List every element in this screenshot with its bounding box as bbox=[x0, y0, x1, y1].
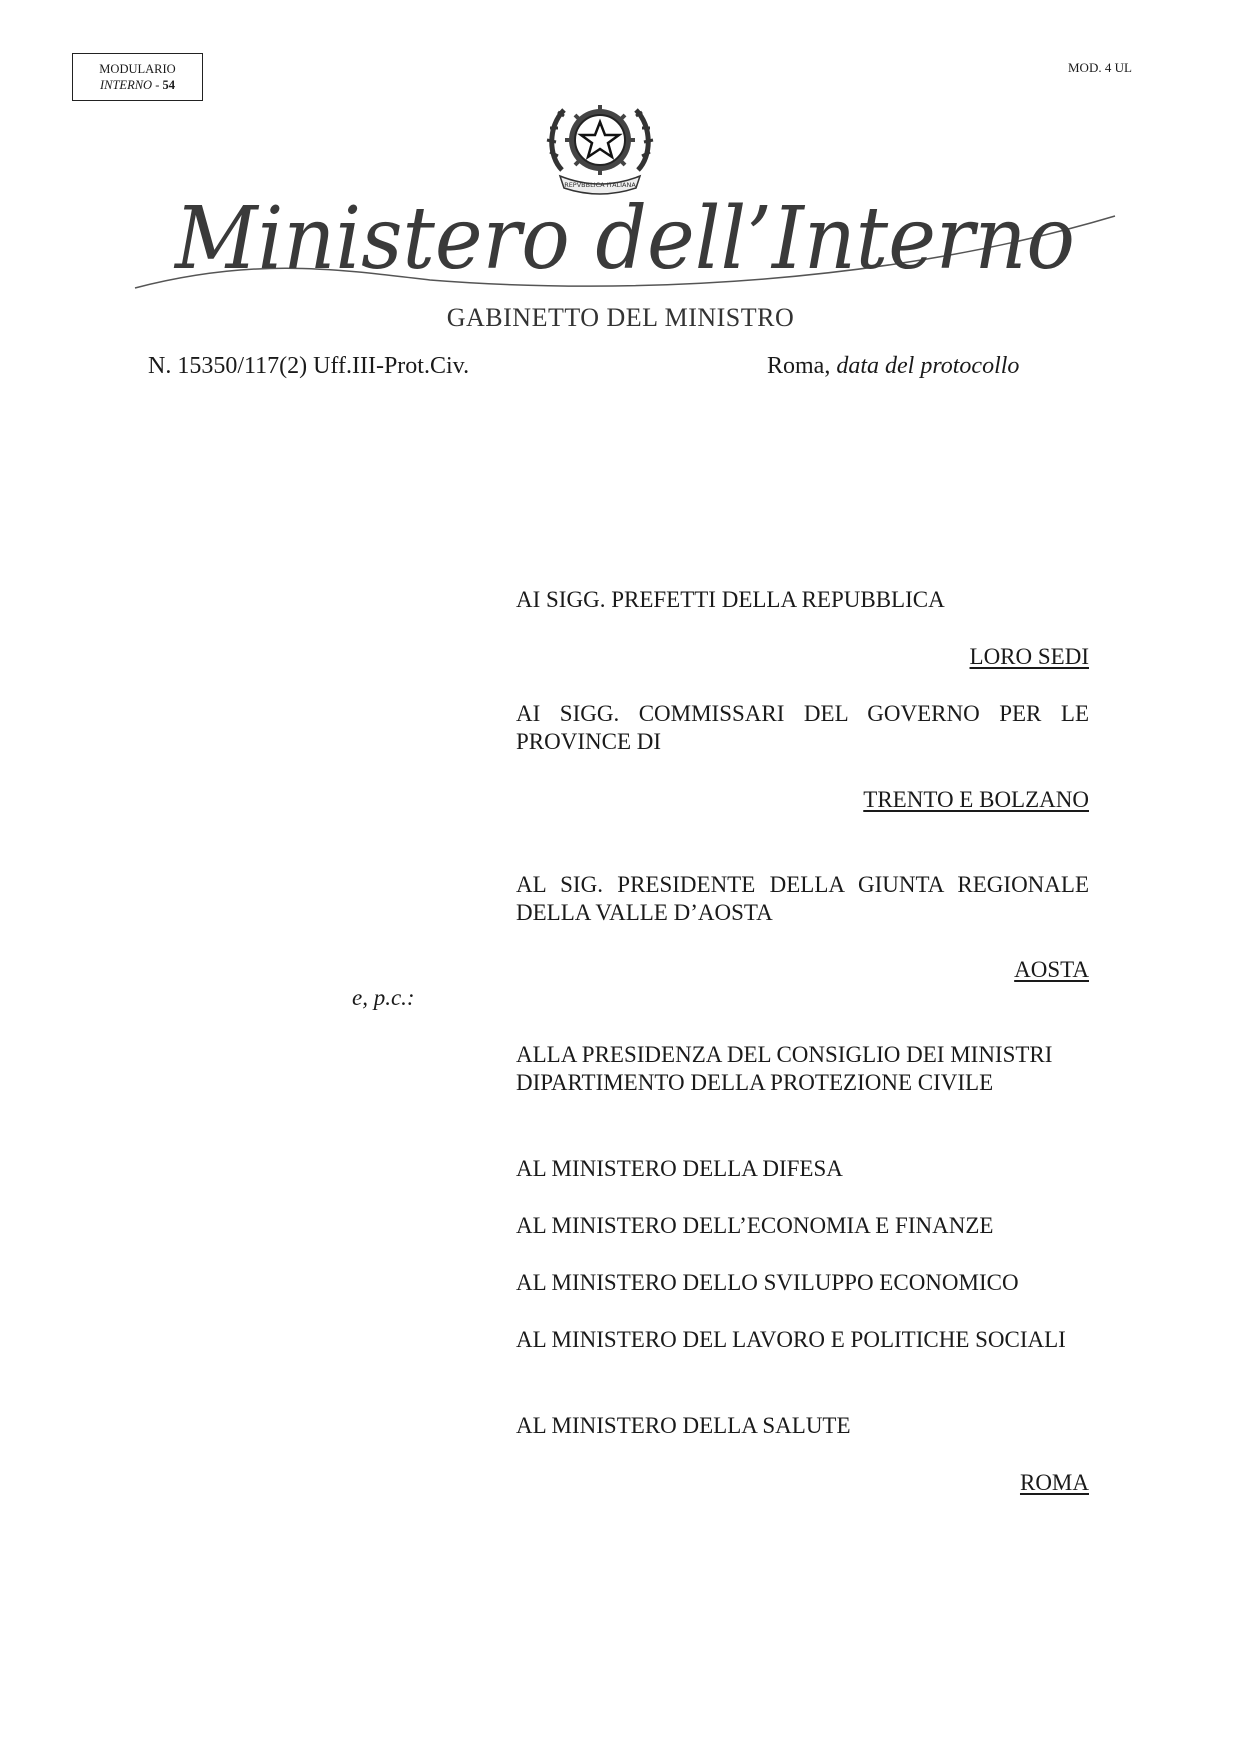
cc-addressee-salute: AL MINISTERO DELLA SALUTE bbox=[516, 1413, 851, 1438]
mod-code: MOD. 4 UL bbox=[1068, 60, 1132, 75]
modulario-sep: - bbox=[152, 78, 163, 92]
ministry-name: Ministero dell’Interno bbox=[173, 189, 1075, 289]
cc-addressee-lavoro: AL MINISTERO DEL LAVORO E POLITICHE SOCIALI bbox=[516, 1327, 1066, 1352]
office-title: GABINETTO DEL MINISTRO bbox=[446, 303, 795, 332]
addressee-location bbox=[516, 956, 1089, 984]
modulario-number: 54 bbox=[162, 78, 175, 92]
modulario-label: MODULARIO bbox=[99, 62, 176, 76]
addressee-presidente-giunta: AL SIG. PRESIDENTE DELLA GIUNTA REGIONALE DELLA VALLE D’AOSTA bbox=[516, 872, 1089, 925]
cc-location bbox=[516, 1469, 1089, 1497]
cc-addressee-difesa: AL MINISTERO DELLA DIFESA bbox=[516, 1156, 843, 1181]
addressee-location bbox=[516, 786, 1089, 814]
location-aosta: AOSTA bbox=[1014, 957, 1089, 982]
italian-republic-emblem-icon bbox=[540, 96, 660, 196]
cc-addressee-economia: AL MINISTERO DELL’ECONOMIA E FINANZE bbox=[516, 1213, 994, 1238]
addressee-prefetti: AI SIGG. PREFETTI DELLA REPUBBLICA bbox=[516, 587, 945, 612]
date-value: data del protocollo bbox=[836, 353, 1020, 379]
emblem-motto: REPVBBLICA ITALIANA bbox=[564, 181, 636, 189]
cc-addressee-sviluppo: AL MINISTERO DELLO SVILUPPO ECONOMICO bbox=[516, 1270, 1019, 1295]
cc-addressee-line: ALLA PRESIDENZA DEL CONSIGLIO DEI MINISTRI bbox=[516, 1042, 1053, 1067]
location-loro-sedi: LORO SEDI bbox=[969, 644, 1089, 669]
location-trento-bolzano: TRENTO E BOLZANO bbox=[863, 787, 1089, 812]
modulario-code bbox=[73, 77, 202, 93]
date-line bbox=[767, 353, 1019, 380]
modulario-interno: INTERNO bbox=[99, 78, 153, 92]
cc-addressee-line: DIPARTIMENTO DELLA PROTEZIONE CIVILE bbox=[516, 1070, 994, 1095]
date-place: Roma, bbox=[767, 353, 837, 379]
cc-label: e, p.c.: bbox=[352, 985, 415, 1010]
location-roma: ROMA bbox=[1019, 1470, 1089, 1495]
addressee-commissari: AI SIGG. COMMISSARI DEL GOVERNO PER LE PROVINCE DI bbox=[516, 701, 1089, 754]
addressee-location bbox=[516, 643, 1089, 671]
protocol-number: N. 15350/117(2) Uff.III-Prot.Civ. bbox=[148, 353, 470, 379]
ministry-title bbox=[130, 188, 1120, 298]
modulario-box bbox=[72, 53, 203, 101]
cc-addressee-presidenza bbox=[516, 1041, 1089, 1097]
